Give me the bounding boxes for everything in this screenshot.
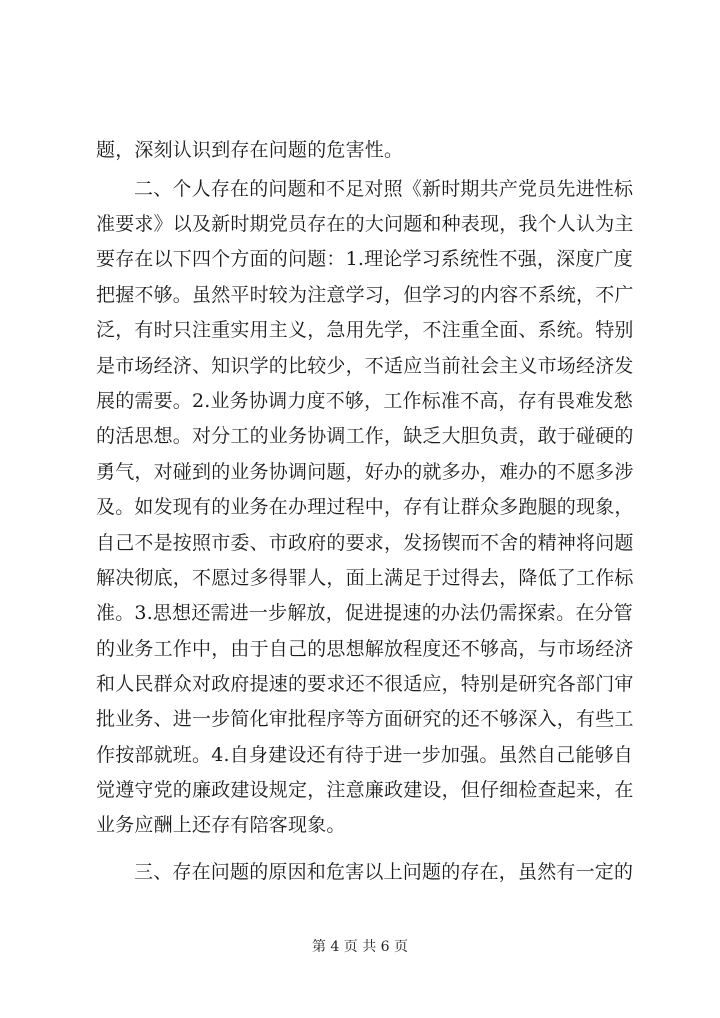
paragraph-heading-line: 三、存在问题的原因和危害以上问题的存在，虽然有一定的	[134, 861, 634, 883]
text-line: 解决彻底，不愿过多得罪人，面上满足于过得去，降低了工作标	[96, 567, 634, 589]
text-line: 的业务工作中，由于自己的思想解放程度还不够高，与市场经济	[96, 638, 634, 660]
text-line: 题，深刻认识到存在问题的危害性。	[96, 139, 404, 161]
text-line: 业务应酬上还存有陪客现象。	[96, 814, 346, 836]
text-line: 泛，有时只注重实用主义，急用先学，不注重全面、系统。特别	[96, 319, 634, 341]
text-line: 和人民群众对政府提速的要求还不很适应，特别是研究各部门审	[96, 673, 634, 695]
text-line: 是市场经济、知识学的比较少，不适应当前社会主义市场经济发	[96, 355, 634, 377]
text-line: 准。3.思想还需进一步解放，促进提速的办法仍需探索。在分管	[96, 602, 633, 624]
text-line: 要存在以下四个方面的问题：1.理论学习系统性不强，深度广度	[96, 248, 633, 270]
text-line: 的活思想。对分工的业务协调工作，缺乏大胆负责，敢于碰硬的	[96, 425, 634, 447]
text-line: 准要求》以及新时期党员存在的大问题和种表现，我个人认为主	[96, 213, 634, 235]
text-line: 作按部就班。4.自身建设还有待于进一步加强。虽然自己能够自	[96, 744, 633, 766]
text-line: 自己不是按照市委、市政府的要求，发扬锲而不舍的精神将问题	[96, 532, 634, 554]
paragraph-heading-line: 二、个人存在的问题和不足对照《新时期共产党员先进性标	[134, 178, 634, 200]
text-line: 批业务、进一步简化审批程序等方面研究的还不够深入，有些工	[96, 708, 634, 730]
text-line: 觉遵守党的廉政建设规定，注意廉政建设，但仔细检查起来，在	[96, 779, 634, 801]
text-line: 及。如发现有的业务在办理过程中，存有让群众多跑腿的现象，	[96, 496, 634, 518]
page-number-footer: 第 4 页 共 6 页	[311, 939, 409, 955]
text-line: 把握不够。虽然平时较为注意学习，但学习的内容不系统，不广	[96, 284, 634, 306]
text-line: 展的需要。2.业务协调力度不够，工作标准不高，存有畏难发愁	[96, 390, 633, 412]
text-line: 勇气，对碰到的业务协调问题，好办的就多办，难办的不愿多涉	[96, 461, 634, 483]
